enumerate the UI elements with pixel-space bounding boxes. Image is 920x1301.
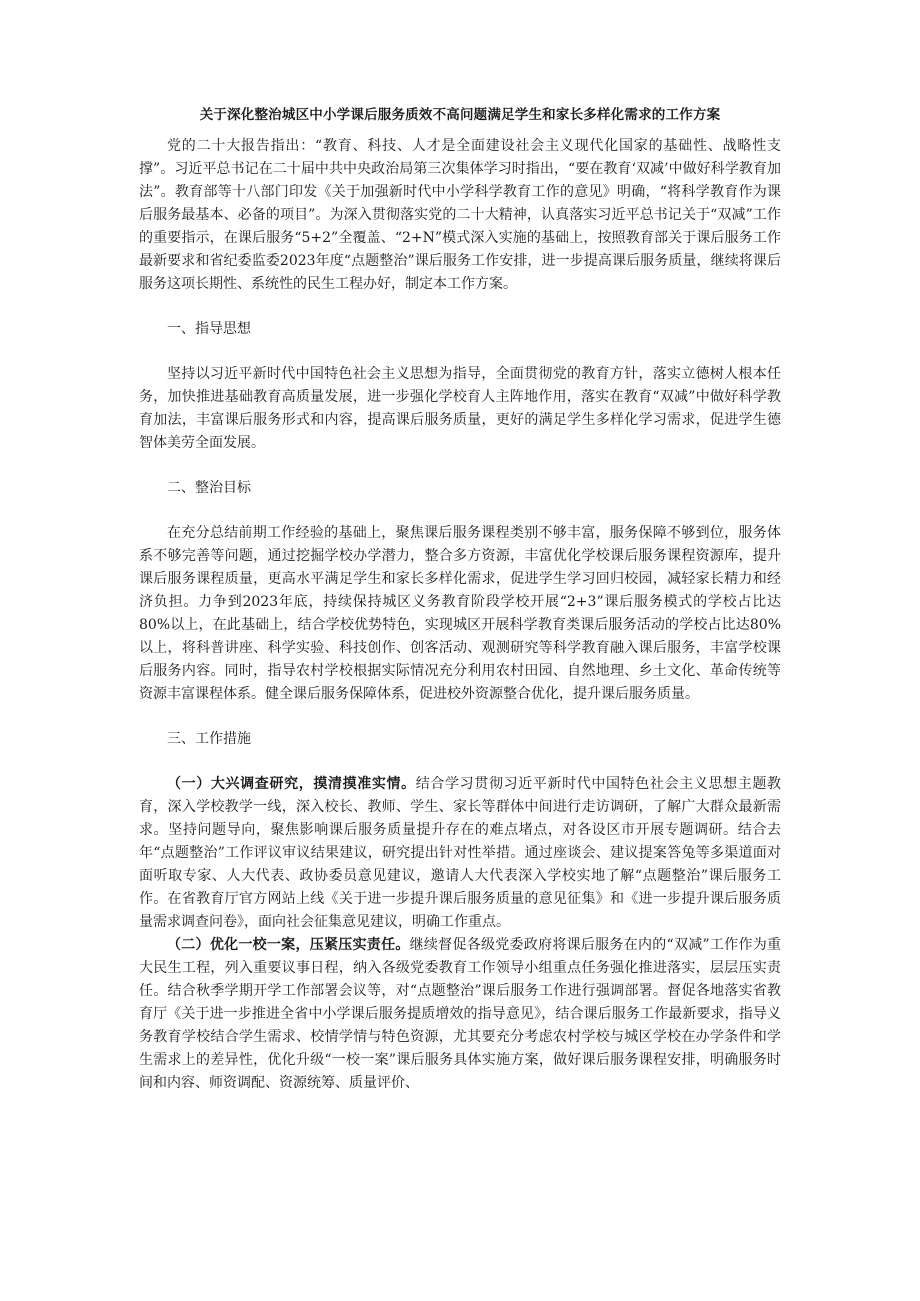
intro-paragraph: 党的二十大报告指出：“教育、科技、人才是全面建设社会主义现代化国家的基础性、战略性支撑”。习近平总书记在二十届中共中央政治局第三次集体学习时指出，“要在教育‘双减’中做好科学教育加法”。教育部等十八部门印发《关于加强新时代中小学科学教育工作的意见》明确，“将科学教育作为课后服务最基本、必备的项目”。为深入贯彻落实党的二十大精神，认真落实习近平总书记关于“双减”工作的重要指示，在课后服务“5+2”全覆盖、“2+N”模式深入实施的基础上，按照教育部关于课后服务工作最新要求和省纪委监委2023年度“点题整治”课后服务工作安排，进一步提高课后服务质量，继续将课后服务这项长期性、系统性的民生工程办好，制定本工作方案。 (139, 138, 781, 292)
spacer (139, 455, 781, 477)
spacer (139, 296, 781, 318)
measure-item-research (139, 773, 781, 934)
section-body-targets: 在充分总结前期工作经验的基础上，聚焦课后服务课程类别不够丰富，服务保障不够到位，服务体系不够完善等问题，通过挖掘学校办学潜力，整合多方资源，丰富优化学校课后服务课程资源库，提升课后服务课程质量，更高水平满足学生和家长多样化需求，促进学生学习回归校园，减轻家长精力和经济负担。力争到2023年底，持续保持城区义务教育阶段学校开展“2+3”课后服务模式的学校占比达80%以上，在此基础上，结合学校优势特色，实现城区开展科学教育类课后服务活动的学校占比达80%以上，将科普讲座、科学实验、科技创作、创客活动、观测研究等科学教育融入课后服务，丰富学校课后服务内容。同时，指导农村学校根据实际情况充分利用农村田园、自然地理、乡土文化、革命传统等资源丰富课程体系。健全课后服务保障体系，促进校外资源整合优化，提升课后服务质量。 (139, 525, 781, 702)
spacer (139, 706, 781, 728)
spacer (139, 500, 781, 522)
measure-item-body: 继续督促各级党委政府将课后服务在内的“双减”工作作为重大民生工程，列入重要议事日程，纳入各级党委教育工作领导小组重点任务强化推进落实，层层压实责任。结合秋季学期开学工作部署会议等，对“点题整治”课后服务工作进行强调部署。督促各地落实省教育厅《关于进一步推进全省中小学课后服务提质增效的指导意见》，结合课后服务工作最新要求，指导义务教育学校结合学生需求、校情学情与特色资源，尤其要充分考虑农村学校与城区学校在办学条件和学生需求上的差异性，优化升级“一校一案”课后服务具体实施方案，做好课后服务课程安排，明确服务时间和内容、师资调配、资源统筹、质量评价、 (139, 937, 781, 1091)
measure-item-body: 结合学习贯彻习近平新时代中国特色社会主义思想主题教育，深入学校教学一线，深入校长、教师、学生、家长等群体中间进行走访调研，了解广大群众最新需求。坚持问题导向，聚焦影响课后服务质量提升存在的难点堵点，对各设区市开展专题调研。结合去年“点题整治”工作评议审议结果建议，研究提出针对性举措。通过座谈会、建议提案答兔等多渠道面对面听取专家、人大代表、政协委员意见建议，邀请人大代表深入学校实地了解“点题整治”课后服务工作。在省教育厅官方网站上线《关于进一步提升课后服务质量的意见征集》和《进一步提升课后服务质量需求调查问卷》，面向社会征集意见建议，明确工作重点。 (139, 776, 781, 930)
section-heading-guiding-ideology: 一、指导思想 (167, 321, 251, 337)
section-body-guiding-ideology: 坚持以习近平新时代中国特色社会主义思想为指导，全面贯彻党的教育方针，落实立德树人根本任务，加快推进基础教育高质量发展，进一步强化学校育人主阵地作用，落实在教育“双减”中做好科学教育加法，丰富课后服务形式和内容，提高课后服务质量，更好的满足学生多样化学习需求，促进学生德智体美劳全面发展。 (139, 366, 781, 451)
measure-item-lead: （一）大兴调查研究，摸清摸准实情。 (167, 776, 416, 792)
spacer (139, 341, 781, 363)
spacer (139, 751, 781, 773)
document-title: 关于深化整治城区中小学课后服务质效不高问题满足学生和家长多样化需求的工作方案 (199, 107, 721, 123)
measure-item-responsibility (139, 934, 781, 1095)
section-heading-targets: 二、整治目标 (167, 480, 251, 496)
document-page (139, 104, 781, 1095)
measure-item-lead: （二）优化一校一案，压紧压实责任。 (167, 937, 410, 953)
section-heading-measures: 三、工作措施 (167, 731, 251, 747)
